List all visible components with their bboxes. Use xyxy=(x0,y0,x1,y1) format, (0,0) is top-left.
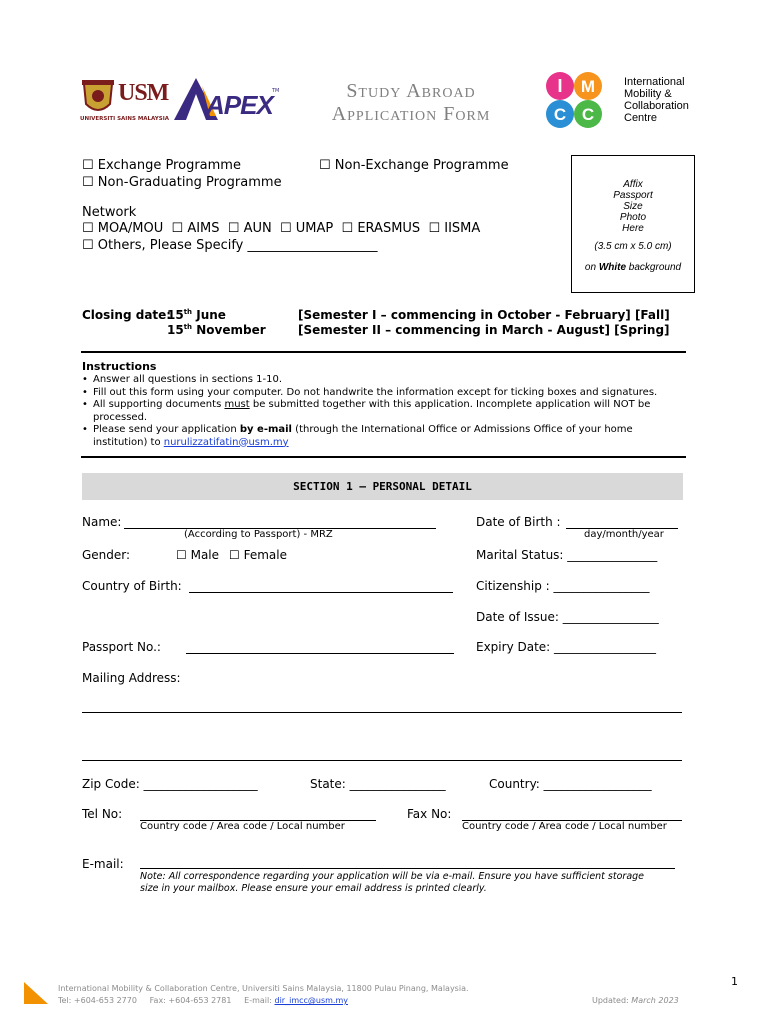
semester-1: [Semester I – commencing in October - February] [Fall] xyxy=(298,308,670,322)
dob-field[interactable] xyxy=(566,514,678,529)
footer-updated: Updated: March 2023 xyxy=(592,996,679,1005)
citizenship-field[interactable]: Citizenship : ________________ xyxy=(476,579,650,593)
exchange-checkbox[interactable]: ☐ xyxy=(82,158,94,173)
apex-logo xyxy=(172,76,284,124)
usm-logo xyxy=(80,76,170,124)
closing-date-2: 15th November xyxy=(167,323,266,337)
female-checkbox[interactable]: ☐ xyxy=(229,548,240,562)
network-option-aims[interactable]: ☐ AIMS xyxy=(171,221,220,236)
network-option-umap[interactable]: ☐ UMAP xyxy=(280,221,334,236)
fax-note: Country code / Area code / Local number xyxy=(462,821,667,832)
imcc-name: International Mobility & Collaboration Centre xyxy=(624,76,689,124)
non-graduating-checkbox[interactable]: ☐ xyxy=(82,175,94,190)
name-field[interactable] xyxy=(124,514,436,529)
instructions-title: Instructions xyxy=(82,360,157,373)
section-1-header xyxy=(82,473,683,500)
expiry-date-field[interactable]: Expiry Date: _________________ xyxy=(476,640,657,654)
fax-field[interactable] xyxy=(462,806,682,821)
footer-tel: Tel: +604-653 2770 xyxy=(58,996,137,1005)
apex-tm: TM xyxy=(272,88,280,94)
imcc-circles-icon xyxy=(544,70,616,130)
instruction-item: • All supporting documents must be submitted together with this application. Incomplete application will NOT be processed. xyxy=(82,399,651,423)
dob-label: Date of Birth : xyxy=(476,515,561,529)
divider-top xyxy=(81,351,686,353)
tel-note: Country code / Area code / Local number xyxy=(140,821,345,832)
tel-label: Tel No: xyxy=(82,807,123,821)
gender-label: Gender: xyxy=(82,548,131,562)
svg-text:M: M xyxy=(580,77,596,96)
usm-logo-text: USM xyxy=(118,80,169,106)
gender-female-option[interactable]: ☐ Female xyxy=(229,548,287,562)
passport-label: Passport No.: xyxy=(82,640,161,654)
others-checkbox[interactable]: ☐ xyxy=(82,238,94,253)
date-of-issue-field[interactable]: Date of Issue: ________________ xyxy=(476,610,659,624)
network-option-moa[interactable]: ☐ MOA/MOU xyxy=(82,221,164,236)
network-option-erasmus[interactable]: ☐ ERASMUS xyxy=(341,221,421,236)
network-option-aun[interactable]: ☐ AUN xyxy=(227,221,272,236)
closing-date-1: 15th June xyxy=(167,308,226,322)
country-of-birth-label: Country of Birth: xyxy=(82,579,182,593)
footer-fax: Fax: +604-653 2781 xyxy=(149,996,232,1005)
instruction-item: • Fill out this form using your computer. Do not handwrite the information except for ticking boxes and signatures. xyxy=(82,386,658,398)
semester-2: [Semester II – commencing in March - August] [Spring] xyxy=(298,323,670,337)
photo-background-note: on White background xyxy=(584,262,682,273)
footer-email-link[interactable]: dir_imcc@usm.my xyxy=(274,996,349,1005)
photo-box: Affix Passport Size Photo Here (3.5 cm x 5.0 cm) on White background xyxy=(571,155,695,293)
dob-note: day/month/year xyxy=(584,529,664,540)
passport-field[interactable] xyxy=(186,639,454,654)
mailing-address-line-2[interactable] xyxy=(82,748,682,761)
network-option-others[interactable]: ☐ Others, Please Specify ____________________ xyxy=(82,238,378,253)
exchange-programme-option[interactable]: ☐ Exchange Programme xyxy=(82,158,241,173)
male-checkbox[interactable]: ☐ xyxy=(176,548,187,562)
country-field[interactable]: Country: __________________ xyxy=(489,777,652,791)
tel-field[interactable] xyxy=(140,806,376,821)
mailing-address-label: Mailing Address: xyxy=(82,671,181,685)
instruction-item: • Answer all questions in sections 1-10. xyxy=(82,374,283,385)
email-label: E-mail: xyxy=(82,857,124,871)
footer-address: International Mobility & Collaboration Centre, Universiti Sains Malaysia, 11800 Pulau Pinang, Malaysia. xyxy=(58,984,469,993)
svg-text:I: I xyxy=(557,76,563,96)
name-note: (According to Passport) - MRZ xyxy=(184,529,333,540)
mailing-address-line-1[interactable] xyxy=(82,700,682,713)
email-field[interactable] xyxy=(140,856,675,869)
marital-status-field[interactable]: Marital Status: _______________ xyxy=(476,548,658,562)
gender-male-option[interactable]: ☐ Male xyxy=(176,548,220,562)
network-option-iisma[interactable]: ☐ IISMA xyxy=(428,221,481,236)
form-title-line1: Study Abroad xyxy=(346,80,476,102)
fax-label: Fax No: xyxy=(407,807,452,821)
instructions-list xyxy=(82,374,686,449)
footer-corner-icon xyxy=(22,980,50,1006)
page-number: 1 xyxy=(731,975,738,988)
svg-text:C: C xyxy=(553,105,567,124)
divider-bottom xyxy=(81,456,686,458)
email-note: Note: All correspondence regarding your application will be via e-mail. Ensure you have sufficient storage size in your mailbox. Please ensure your email address is printed clearly. xyxy=(140,871,645,894)
instructions-email-link[interactable]: nurulizzatifatin@usm.my xyxy=(163,436,289,448)
country-of-birth-field[interactable] xyxy=(189,578,453,593)
footer-contacts xyxy=(58,996,348,1005)
form-title-line2: Application Form xyxy=(331,103,491,125)
network-options xyxy=(82,221,480,236)
imcc-logo xyxy=(544,70,704,130)
state-field[interactable]: State: ________________ xyxy=(310,777,446,791)
name-label: Name: xyxy=(82,515,122,529)
svg-text:C: C xyxy=(581,105,595,124)
non-exchange-checkbox[interactable]: ☐ xyxy=(319,158,331,173)
apex-logo-text: APEX xyxy=(206,90,273,120)
zip-code-field[interactable]: Zip Code: ___________________ xyxy=(82,777,258,791)
network-label: Network xyxy=(82,205,137,220)
form-title xyxy=(296,80,526,126)
instruction-item: • Please send your application by e-mail (through the International Office or Admissions Office of your home institution) to nurulizzatifatin@usm.my xyxy=(82,424,633,448)
non-exchange-programme-option[interactable]: ☐ Non-Exchange Programme xyxy=(319,158,509,173)
non-graduating-programme-option[interactable]: ☐ Non-Graduating Programme xyxy=(82,175,282,190)
usm-logo-subtitle: UNIVERSITI SAINS MALAYSIA xyxy=(80,116,170,122)
closing-date-label: Closing date: xyxy=(82,308,172,322)
section-1-title: SECTION 1 – PERSONAL DETAIL xyxy=(293,480,472,493)
usm-crest-icon xyxy=(80,78,116,118)
footer-email-label: E-mail: xyxy=(244,996,275,1005)
